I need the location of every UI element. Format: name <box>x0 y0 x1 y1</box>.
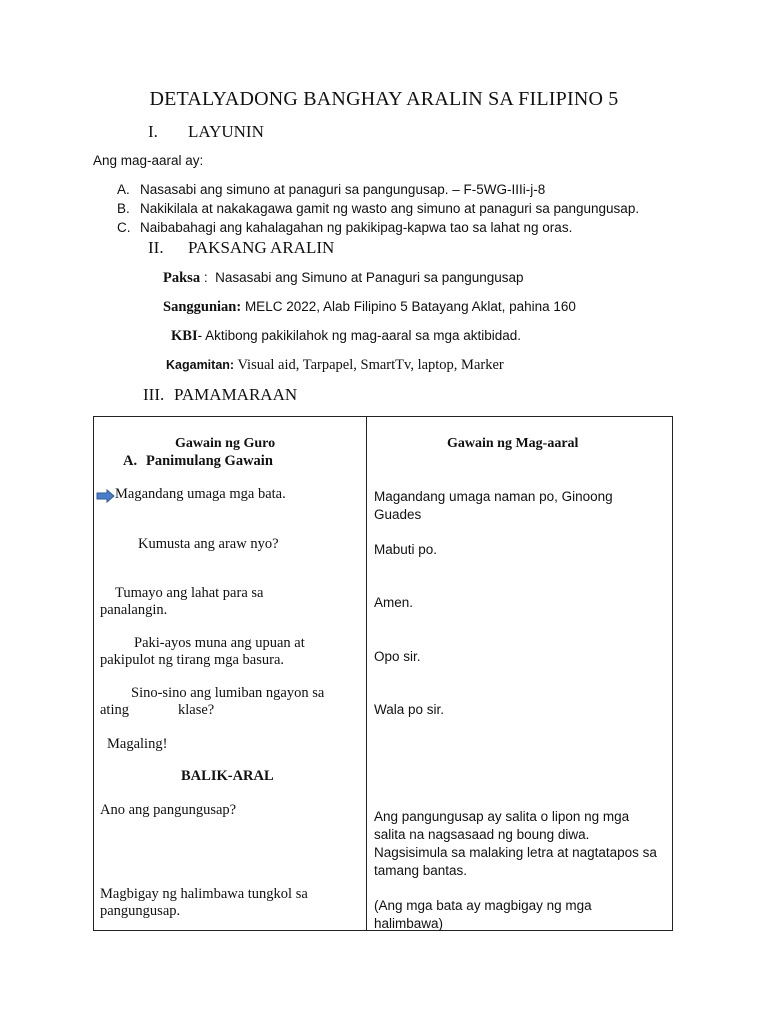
detail-value: Nasasabi ang Simuno at Panaguri sa pangungusap <box>215 270 524 285</box>
guro-line: pakipulot ng tirang mga basura. <box>100 652 285 668</box>
detail-label: Sanggunian: <box>163 299 242 315</box>
objective-letter: B. <box>117 201 130 216</box>
magaaral-line: halimbawa) <box>374 916 444 931</box>
guro-line: Magandang umaga mga bata. <box>115 486 286 502</box>
guro-line: Tumayo ang lahat para sa <box>115 585 264 601</box>
subheading-letter: A. <box>123 453 138 469</box>
detail-kagamitan <box>166 357 504 374</box>
guro-line: pangungusap. <box>100 903 181 919</box>
section-number: I. <box>148 122 158 141</box>
objective-text: Naibabahagi ang kahalagahan ng pakikipag-kapwa tao sa lahat ng oras. <box>140 220 573 235</box>
detail-paksa <box>163 270 524 287</box>
detail-value: Visual aid, Tarpapel, SmartTv, laptop, Marker <box>234 357 504 373</box>
section-number: III. <box>143 385 165 404</box>
section-label: LAYUNIN <box>188 122 264 141</box>
magaaral-line: salita na nagsasaad ng boung diwa. <box>374 827 590 842</box>
detail-label: Paksa <box>163 270 201 286</box>
guro-line: Paki-ayos muna ang upuan at <box>134 635 305 651</box>
document-title: DETALYADONG BANGHAY ARALIN SA FILIPINO 5 <box>149 88 619 110</box>
column-divider <box>366 416 367 931</box>
section-label: PAKSANG ARALIN <box>188 238 335 257</box>
guro-line: Sino-sino ang lumiban ngayon sa <box>131 685 325 701</box>
header-gawain-magaaral: Gawain ng Mag-aaral <box>447 436 579 451</box>
section-number: II. <box>148 238 164 257</box>
guro-line: Kumusta ang araw nyo? <box>138 536 279 552</box>
balik-aral-heading: BALIK-ARAL <box>181 768 274 784</box>
intro-text: Ang mag-aaral ay: <box>93 153 204 168</box>
objective-text: Nasasabi ang simuno at panaguri sa pangungusap. – F-5WG-IIIi-j-8 <box>140 182 546 197</box>
detail-value: MELC 2022, Alab Filipino 5 Batayang Aklat, pahina 160 <box>241 299 576 314</box>
subheading-panimulang-gawain <box>123 453 273 470</box>
detail-separator: : <box>200 270 216 285</box>
magaaral-line: Wala po sir. <box>374 702 445 717</box>
guro-line: klase? <box>178 702 215 718</box>
magaaral-line: Opo sir. <box>374 649 421 664</box>
header-gawain-guro: Gawain ng Guro <box>175 436 276 451</box>
guro-line: ating <box>100 702 129 718</box>
detail-label: Kagamitan: <box>166 358 235 372</box>
guro-line: Ano ang pangungusap? <box>100 802 237 818</box>
section-label: PAMAMARAAN <box>174 385 298 404</box>
magaaral-line: (Ang mga bata ay magbigay ng mga <box>374 898 592 913</box>
magaaral-line: Nagsisimula sa malaking letra at nagtatapos sa <box>374 845 657 860</box>
magaaral-line: Amen. <box>374 595 414 610</box>
detail-kbi <box>171 328 521 345</box>
section-layunin <box>148 122 264 142</box>
objective-letter: C. <box>117 220 131 235</box>
objective-c <box>117 220 572 235</box>
magaaral-line: Magandang umaga naman po, Ginoong <box>374 489 613 504</box>
detail-sanggunian <box>163 299 576 316</box>
magaaral-line: Ang pangungusap ay salita o lipon ng mga <box>374 809 630 824</box>
guro-line: panalangin. <box>100 602 168 618</box>
magaaral-line: tamang bantas. <box>374 863 468 878</box>
right-arrow-icon <box>96 489 115 503</box>
detail-label: KBI <box>171 328 198 344</box>
magaaral-line: Guades <box>374 507 422 522</box>
magaaral-line: Mabuti po. <box>374 542 438 557</box>
section-pamamaraan <box>143 385 297 405</box>
guro-line: Magbigay ng halimbawa tungkol sa <box>100 886 308 902</box>
subheading-label: Panimulang Gawain <box>146 453 273 469</box>
objective-b <box>117 201 639 216</box>
section-paksang-aralin <box>148 238 334 258</box>
guro-line: Magaling! <box>107 736 168 752</box>
objective-text: Nakikilala at nakakagawa gamit ng wasto ang simuno at panaguri sa pangungusap. <box>140 201 640 216</box>
objective-letter: A. <box>117 182 130 197</box>
objective-a <box>117 182 545 197</box>
detail-value: - Aktibong pakikilahok ng mag-aaral sa mga aktibidad. <box>197 328 522 343</box>
